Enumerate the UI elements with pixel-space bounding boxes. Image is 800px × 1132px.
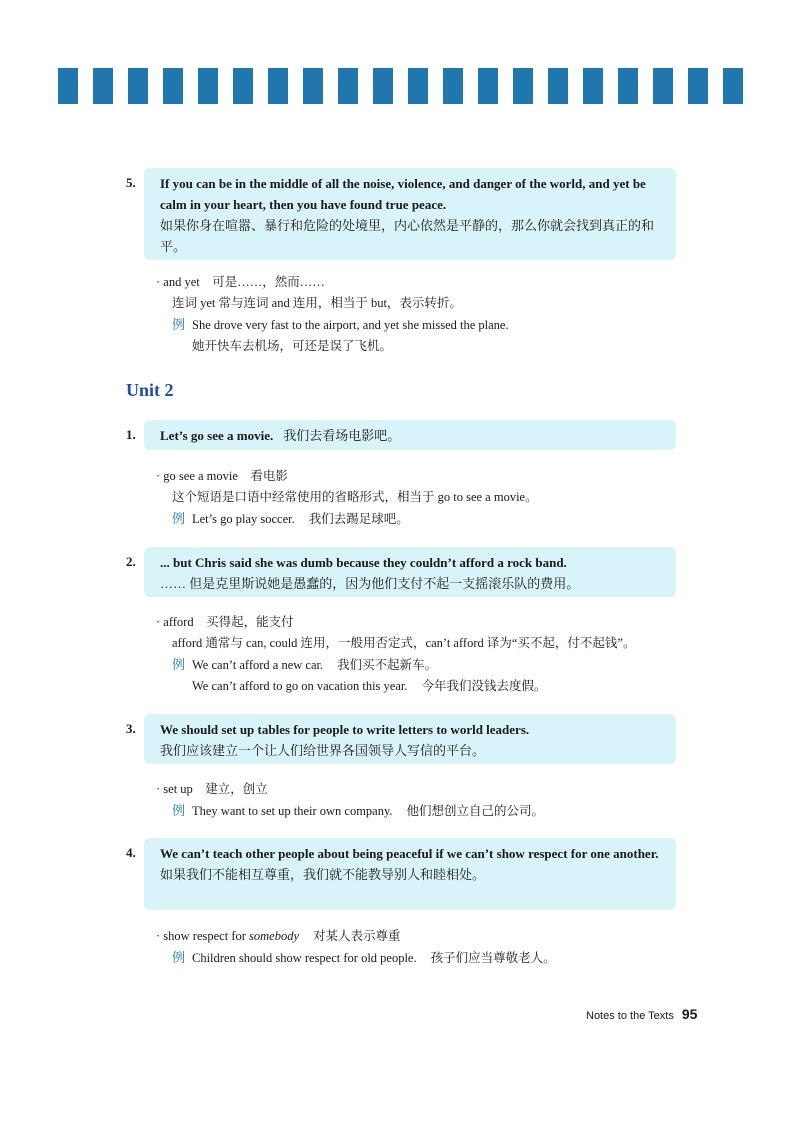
- bar-block: [478, 68, 498, 104]
- note-afford: [156, 612, 696, 697]
- item-number: 3.: [126, 721, 136, 736]
- english-sentence: If you can be in the middle of all the noise, violence, and danger of the world, and yet be calm in your heart, then you have found true peace.: [160, 176, 646, 212]
- english-sentence: We should set up tables for people to write letters to world leaders.: [160, 722, 530, 737]
- bar-block: [198, 68, 218, 104]
- example-chinese: 他们想创立自己的公司。: [406, 804, 545, 818]
- chinese-translation: …… 但是克里斯说她是愚蠢的，因为他们支付不起一支摇滚乐队的费用。: [160, 576, 580, 591]
- note-set-up: [156, 779, 696, 822]
- note-and-yet: [156, 272, 696, 357]
- english-sentence: ... but Chris said she was dumb because they couldn’t afford a rock band.: [160, 555, 567, 570]
- note-description: afford 通常与 can, could 连用，一般用否定式，can’t afford 译为“买不起，付不起钱”。: [172, 636, 636, 650]
- example-label: 例: [172, 511, 186, 526]
- note-description: 这个短语是口语中经常使用的省略形式，相当于 go to see a movie。: [172, 490, 538, 504]
- example-line: [156, 508, 696, 530]
- note-heading: · and yet 可是……，然而……: [156, 275, 325, 289]
- sentence-box: [144, 838, 676, 910]
- example-english: Children should show respect for old people.: [192, 951, 417, 965]
- example-line: [156, 800, 696, 822]
- example-english: Let’s go play soccer.: [192, 512, 295, 526]
- bar-block: [548, 68, 568, 104]
- english-sentence: Let’s go see a movie. 我们去看场电影吧。: [160, 428, 401, 443]
- example-label: 例: [172, 803, 186, 818]
- bar-block: [373, 68, 393, 104]
- example-label: 例: [172, 317, 186, 332]
- bar-block: [163, 68, 183, 104]
- bar-block: [58, 68, 78, 104]
- sentence-box: [144, 714, 676, 764]
- bar-block: [723, 68, 743, 104]
- bar-block: [618, 68, 638, 104]
- note-heading: · afford 买得起，能支付: [156, 615, 294, 629]
- item-number: 4.: [126, 845, 136, 860]
- sentence-box: [144, 547, 676, 597]
- bar-block: [653, 68, 673, 104]
- top-decoration-bar: [58, 68, 758, 104]
- example-chinese: 今年我们没钱去度假。: [421, 679, 547, 693]
- example-chinese: 我们去踢足球吧。: [308, 512, 409, 526]
- bar-block: [303, 68, 323, 104]
- bar-block: [408, 68, 428, 104]
- example-english: She drove very fast to the airport, and yet she missed the plane.: [192, 318, 509, 332]
- bar-block: [583, 68, 603, 104]
- placeholder-word: somebody: [249, 929, 300, 943]
- item-number: 2.: [126, 554, 136, 569]
- note-heading: · set up 建立，创立: [156, 782, 268, 796]
- note-heading-cn: 对某人表示尊重: [313, 929, 401, 943]
- chinese-translation: 如果我们不能相互尊重，我们就不能教导别人和睦相处。: [160, 867, 486, 882]
- chinese-translation: 我们去看场电影吧。: [283, 428, 401, 443]
- bar-block: [688, 68, 708, 104]
- chinese-translation: 我们应该建立一个让人们给世界各国领导人写信的平台。: [160, 743, 486, 758]
- bar-block: [338, 68, 358, 104]
- bar-block: [268, 68, 288, 104]
- page-number: 95: [681, 1006, 698, 1022]
- example-line: [156, 654, 696, 676]
- bar-block: [233, 68, 253, 104]
- sentence-box: [144, 168, 676, 260]
- example-chinese: 她开快车去机场，可还是误了飞机。: [192, 339, 393, 353]
- example-line: [156, 947, 696, 969]
- unit-title: Unit 2: [126, 380, 174, 400]
- item-number: 1.: [126, 427, 136, 442]
- example-english: We can’t afford to go on vacation this year.: [192, 679, 408, 693]
- note-heading: · show respect for somebody 对某人表示尊重: [156, 929, 401, 943]
- example-english: We can’t afford a new car.: [192, 658, 324, 672]
- item-number: 5.: [126, 175, 136, 190]
- bar-block: [513, 68, 533, 104]
- page-footer: [586, 1006, 697, 1022]
- bar-block: [93, 68, 113, 104]
- note-go-see-a-movie: [156, 466, 696, 530]
- example-chinese: 我们买不起新车。: [337, 658, 438, 672]
- note-description: 连词 yet 常与连词 and 连用，相当于 but，表示转折。: [172, 296, 462, 310]
- footer-label: Notes to the Texts: [586, 1010, 674, 1022]
- example-line: [156, 676, 696, 697]
- sentence-box: [144, 420, 676, 450]
- chinese-translation: 如果你身在喧嚣、暴行和危险的处境里，内心依然是平静的，那么你就会找到真正的和平。: [160, 218, 655, 254]
- example-line: [156, 314, 696, 336]
- english-sentence: We can’t teach other people about being peaceful if we can’t show respect for one another.: [160, 846, 659, 861]
- example-label: 例: [172, 950, 186, 965]
- example-chinese: 孩子们应当尊敬老人。: [430, 951, 556, 965]
- note-heading: · go see a movie 看电影: [156, 469, 288, 483]
- example-label: 例: [172, 657, 186, 672]
- bar-block: [443, 68, 463, 104]
- example-english: They want to set up their own company.: [192, 804, 393, 818]
- note-show-respect-for: [156, 926, 696, 969]
- bar-block: [128, 68, 148, 104]
